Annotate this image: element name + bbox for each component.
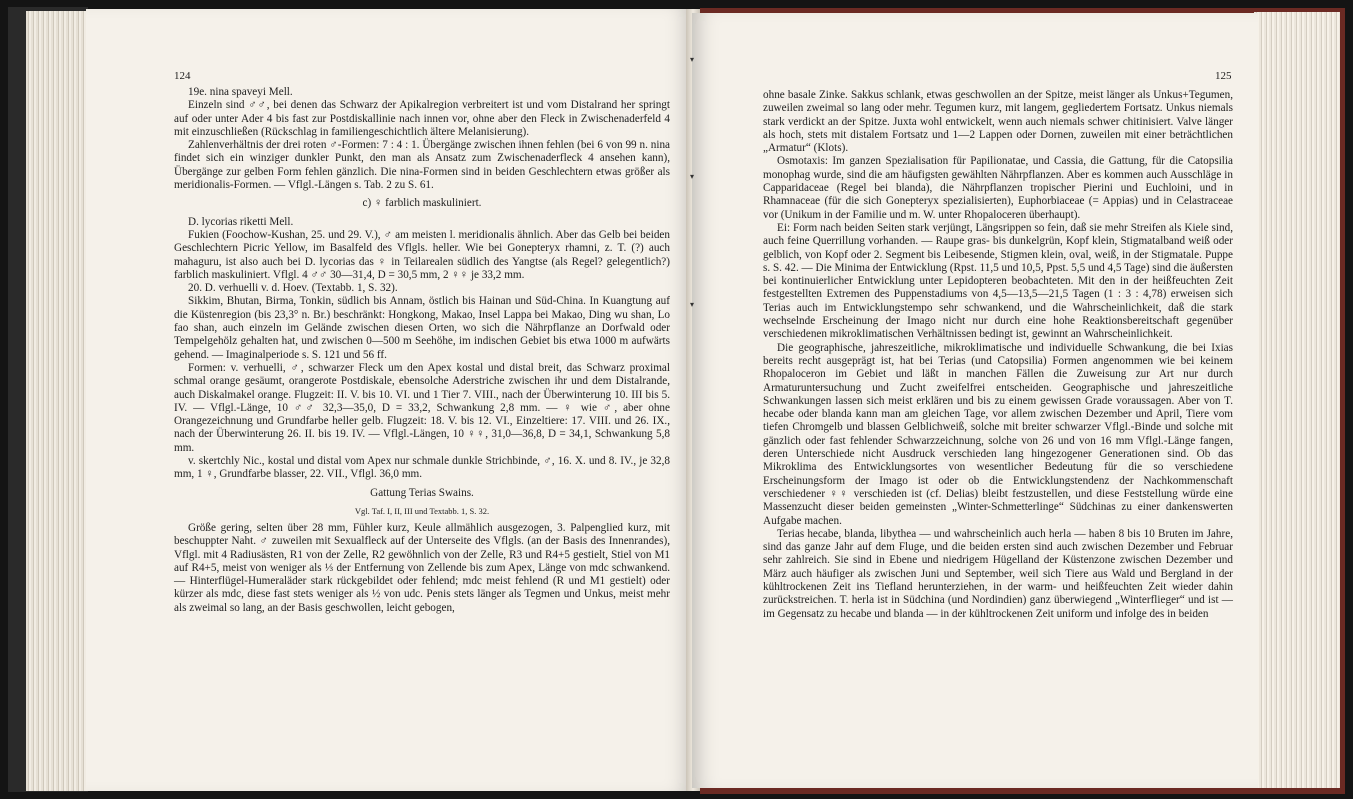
page-number-left: 124 bbox=[174, 70, 191, 82]
gutter-mark: ▾ bbox=[690, 55, 695, 64]
paragraph-para: Terias hecabe, blanda, libythea — und wahrscheinlich auch herla — haben 8 bis 10 Bruten im Jahre, sind das ganze Jahr auf dem Fluge, und die beiden ersten sind auch zwischen Dezember und Februar sehr zahlreich. Sie sind in Ebene und niedrigem Hügelland der Küstenzone zwischen Dezember und März auch häufiger als zwischen Juni und September, weil sich Tiere aus Wald und Bergland in der kühltrockenen Zeit ins Tiefland herunterziehen, in der warm- und heißfeuchten Zeit wieder dahin zurückstreichen. T. herla ist in Südchina (und Nordindien) ganz überwiegend „Winterflieger“ und ist — im Gegensatz zu hecabe und blanda — in der kühltrockenen Zeit uniform und infolge des in beiden bbox=[763, 527, 1233, 620]
left-page bbox=[86, 9, 692, 791]
left-page-text bbox=[174, 86, 670, 615]
gutter-mark: ▾ bbox=[690, 172, 695, 181]
paragraph-para: Einzeln sind ♂♂, bei denen das Schwarz der Apikalregion verbreitert ist und vom Distalrand her springt auf oder unter Ader 4 bis fast zur Postdiskallinie nach innen vor, ohne aber den Fleck in Zwischenaderfeld 4 mit einzuschließen (Rückschlag in familiengeschichtlich ältere Melanisierung). bbox=[174, 99, 670, 138]
page-stack-right bbox=[1254, 12, 1340, 788]
paragraph-para: Sikkim, Bhutan, Birma, Tonkin, südlich bis Annam, östlich bis Hainan und Süd-China. In Kuangtung auf die Küstenregion (bis 23,3° n. Br.) beschränkt: Hongkong, Makao, Insel Lappa bei Makao, Ding wu shan, Lo fao shan, auch einzeln im Gelände zwischen diesen Orten, wo sich die Nährpflanze an Dorfwald oder Tempelgehölz gehalten hat, und zwischen 0—500 m Seehöhe, im indischen Gebiet bis etwa 1000 m aufwärts gehend. — Imaginalperiode s. S. 121 und 56 ff. bbox=[174, 295, 670, 361]
paragraph-para: Größe gering, selten über 28 mm, Fühler kurz, Keule allmählich ausgezogen, 3. Palpenglied kurz, mit beschuppter Naht. ♂ zuweilen mit Sexualfleck auf der Unterseite des Vflgls. (an der Basis des Innenrandes), Vflgl. mit 4 Radiusästen, R1 von der Zelle, R2 gewöhnlich von der Zelle, R3 und R4+5 gestielt, Stiel von M1 auf R4+5, meist von weniger als ⅓ der Entfernung von Zellende bis zum Apex, Länge von mdc schwankend. — Hinterflügel-Humeraläder stark rückgebildet oder fehlend; mdc meist fehlend (R und M1 gestielt) oder kürzer als mdc, diese fast stets weniger als ½ von udc. Penis stets länger als Tegmen und Unkus, meist mehr als zweimal so lang, an der Basis geschwollen, leicht gebogen, bbox=[174, 521, 670, 614]
paragraph-center: Gattung Terias Swains. bbox=[370, 486, 474, 499]
paragraph-para: Ei: Form nach beiden Seiten stark verjüngt, Längsrippen so fein, daß sie mehr Streifen als Kiele sind, auch feine Querrillung vorhanden. — Raupe gras- bis dunkelgrün, Kopf klein, Stigmatalband weiß oder gelblich, von Kopf oder 2. Segment bis Leibesende, Stigmen klein, oval, weiß, in der Stigmatale. Puppe s. S. 42. — Die Minima der Entwicklung (Rpst. 11,5 und 10,5, Ppst. 5,5 und 4,5 Tage) sind die äußersten bei kontinuierlicher Entwicklung unter Lepidopteren beobachteten. Mit den in der heißfeuchten Zeit festgestellten Extremen des Puppenstadiums von 4,5—13,5—21,5 Tagen (1 : 3 : 4,78) erweisen sich Terias auch im Entwicklungstempo sehr schwankend, und die Wahrscheinlichkeit, daß die stark wechselnde Erscheinung der Imago nicht nur durch eine hohe Reaktionsbereitschaft gegenüber verschiedenen mikroklimatischen Verhältnissen bedingt ist, gewinnt an Wahrscheinlichkeit. bbox=[763, 221, 1233, 341]
paragraph-center: c) ♀ farblich maskuliniert. bbox=[362, 197, 482, 210]
paragraph-para: Osmotaxis: Im ganzen Spezialisation für Papilionatae, und Cassia, die Gattung, für die Catopsilia monophag wurde, sind die am häufigsten gewählten Nährpflanzen. Aber es kommen auch Ausschläge in Capparidaceae (Regel bei blanda), die Nährpflanzen tropischer Pierini und Euchloini, und in Rhamnaceae (für die sich Gonepteryx spezialisierten), Euphorbiaceae (= Appias) und in Celastraceae vor (Unikum in der Familie und m. W. unter Rhopaloceren überhaupt). bbox=[763, 155, 1233, 221]
paragraph-para: Die geographische, jahreszeitliche, mikroklimatische und individuelle Schwankung, die bei Ixias bereits recht ausgeprägt ist, hat bei Terias (und Catopsilia) Formen angenommen wie bei keinem Rhopaloceron im Gebiet und läßt in manchen Fällen die Zuweisung zur Art nur durch Armaturuntersuchung und Zucht zweifelfrei entscheiden. Geographische und jahreszeitliche Schwankungen lassen sich meist erklären und bis zu einem gewissen Grade voraussagen. Aber von T. hecabe oder blanda kann man am gleichen Tage, vor allem zwischen Dezember und April, Tiere vom tiefen Chromgelb und blassen Gelblichweiß, solche mit breiter schwarzer Vflgl.-Binde und solche mit gänzlich oder fast fehlender Schwarzzeichnung, solche von 26 und von 16 mm Vflgl.-Länge fangen, deren Unterschiede nicht Ausdruck verschieden lang hingezogener Generationen sind. Ob das Mikroklima des Entwicklungsortes von wesentlicher Bedeutung für die so verschiedene Erscheinungsform der Imago ist oder ob die Entwicklungstendenz der Nachkommenschaft verschiedener ♀♀ verschieden ist (cf. Delias) bleibt festzustellen, und diese Feststellung würde eine Massenzucht dieser beiden gemeinsten „Winter-Schmetterlinge“ Südchinas zu einer dankenswerten Aufgabe machen. bbox=[763, 341, 1233, 527]
paragraph-heading: 20. D. verhuelli v. d. Hoev. (Textabb. 1, S. 32). bbox=[188, 282, 398, 295]
page-number-right: 125 bbox=[1215, 70, 1232, 82]
right-page-text bbox=[763, 89, 1233, 621]
right-page bbox=[692, 13, 1258, 788]
paragraph-para: Formen: v. verhuelli, ♂, schwarzer Fleck um den Apex kostal und distal breit, das Schwarz proximal schmal orange gesäumt, orangerote Postdiskale, ebensolche Aderstriche zwischen ihr und dem Distalrande, auch Diskalmakel orange. Flugzeit: II. V. bis 10. VI. und 1 Tier 7. VIII., nach der Überwinterung 10. III bis 5. IV. — Vflgl.-Länge, 10 ♂♂ 32,3—35,0, D = 33,2, Schwankung 2,8 mm. — ♀ wie ♂, aber ohne Orangezeichnung und Grundfarbe heller gelb. Flugzeit: 18. V. bis 12. VI., Einzeltiere: 17. VIII. und 26. IX., nach der Überwinterung 26. II. bis 19. IV. — Vflgl.-Längen, 10 ♀♀, 31,0—36,8, D = 34,1, Schwankung 5,8 mm. bbox=[174, 361, 670, 454]
paragraph-para: Zahlenverhältnis der drei roten ♂-Formen: 7 : 4 : 1. Übergänge zwischen ihnen fehlen (bei 6 von 99 n. nina findet sich ein winziger dunkler Punkt, den man als Ansatz zum Zwischenaderfleck 4 ansehen kann), Übergänge zur gelben Form fehlen gänzlich. Die nina-Formen sind in beiden Geschlechtern etwas größer als meridionalis-Formen. — Vflgl.-Längen s. Tab. 2 zu S. 61. bbox=[174, 139, 670, 192]
paragraph-para: v. skertchly Nic., kostal und distal vom Apex nur schmale dunkle Strichbinde, ♂, 16. X. und 8. IV., je 32,8 mm, 1 ♀, Grundfarbe blasser, 22. VII., Vflgl. 36,0 mm. bbox=[174, 455, 670, 481]
gutter-mark: ▾ bbox=[690, 300, 695, 309]
paragraph-para: Fukien (Foochow-Kushan, 25. und 29. V.), ♂ am meisten l. meridionalis ähnlich. Aber das Gelb bei beiden Geschlechtern Picric Yellow, im Basalfeld des Vflgls. heller. Wie bei Gonepteryx rhamni, z. T. (?) auch mahaguru, ist also auch bei D. lycorias das ♀ in Teilarealen südlich des Yangtse (als Regel? gelegentlich?) farblich maskuliniert. Vflgl. 4 ♂♂ 30—31,4, D = 30,5 mm, 2 ♀♀ je 33,2 mm. bbox=[174, 228, 670, 281]
paragraph-sub: Vgl. Taf. I, II, III und Textabb. 1, S. 32. bbox=[354, 505, 490, 516]
paragraph-noindent: ohne basale Zinke. Sakkus schlank, etwas geschwollen an der Spitze, meist länger als Unkus+Tegumen, zuweilen zweimal so lang oder mehr. Tegumen kurz, mit langem, gegliedertem Fortsatz. Unkus niemals stark verdickt an der Spitze. Juxta wohl entwickelt, wenn auch niemals schwer chitinisiert. Valve länger als hoch, stets mit distalem Fortsatz und 1—2 Lappen oder Dornen, zuweilen mit einer beträchtlichen „Armatur“ (Klots). bbox=[763, 89, 1233, 155]
paragraph-heading: D. lycorias riketti Mell. bbox=[188, 215, 294, 228]
paragraph-heading: 19e. nina spaveyi Mell. bbox=[188, 86, 293, 98]
